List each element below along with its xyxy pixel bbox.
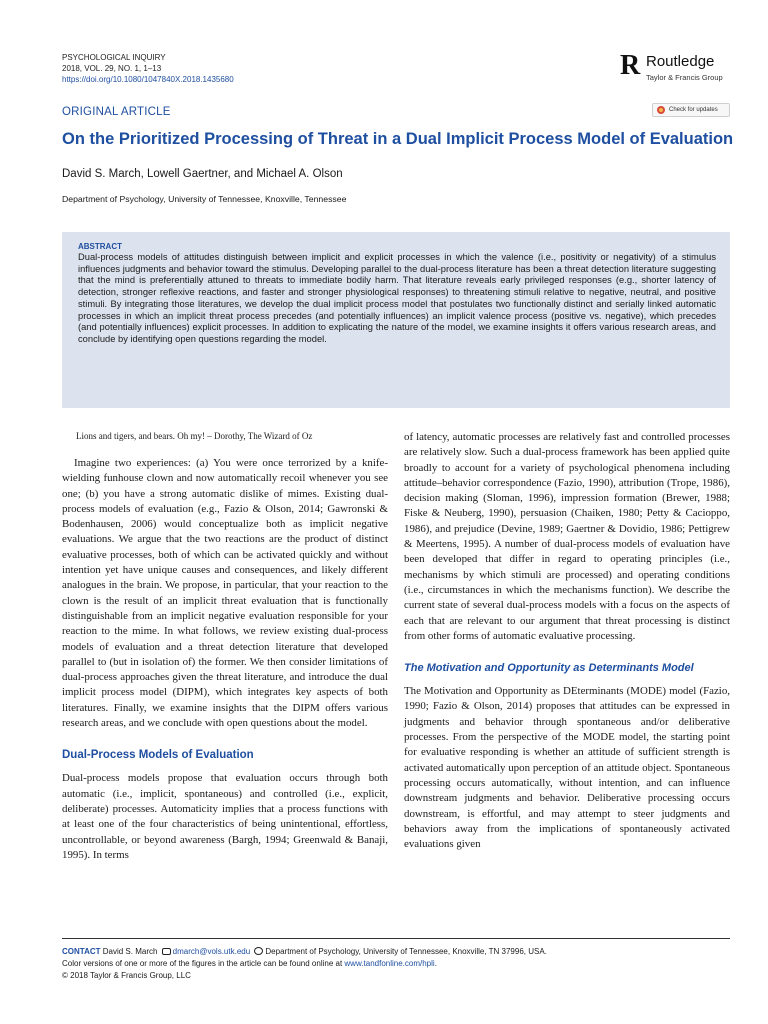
color-note	[62, 958, 730, 970]
footer-rule	[62, 938, 730, 939]
contact-name: David S. March	[102, 947, 158, 956]
abstract-box	[62, 232, 730, 408]
routledge-logo-icon	[620, 52, 640, 82]
color-note-text: Color versions of one or more of the figures in the article can be found online at	[62, 959, 343, 968]
crossmark-icon	[657, 106, 665, 114]
contact-label: CONTACT	[62, 947, 101, 956]
dual-process-paragraph: Dual-process models propose that evaluation occurs through both automatic (i.e., implicit, spontaneous) and controlled (i.e., explicit, deliberate) processes. Automaticity implies that a process functions with at least one of the four characteristics of being unintentional, effortless, uncontrollable, or beyond awareness (Bargh, 1994; Greenwald & Banaji, 1995). In terms	[62, 772, 388, 861]
contact-line	[62, 946, 730, 958]
affiliation: Department of Psychology, University of Tennessee, Knoxville, Tennessee	[62, 194, 347, 204]
publisher-logo	[620, 50, 730, 84]
journal-volume: 2018, VOL. 29, NO. 1, 1–13	[62, 64, 162, 73]
section-heading-dual-process: Dual-Process Models of Evaluation	[62, 749, 254, 762]
abstract-text: Dual-process models of attitudes distinguish between implicit and explicit processes in which the valence (i.e., positivity or negativity) of a stimulus influences judgments and behavior toward the stimulus. Developing parallel to the dual-process literature has been a threat detection literature suggesting that the mind is preferentially attuned to threats to immediate bodily harm. That literature reveals early privileged responses (e.g., shorter latency of detection, stronger reflexive reactions, and faster and stronger physiological responses) to threatening stimuli relative to negative, neutral, and positive stimuli. By integrating those literatures, we develop the dual implicit process model that postulates two functionally distinct and serially linked automatic processes in which an implicit threat process precedes (and potentially influences) an implicit valence process (positive vs. negative), which precedes (and potentially influences) explicit processes. In addition to explicating the nature of the model, we examine insights it offers various research areas, and conclude by identifying open questions regarding the model.	[78, 252, 716, 344]
continued-paragraph: of latency, automatic processes are relatively fast and controlled processes are relatively slow. Such a dual-process framework has been applied quite broadly to account for a variety of psychological phenomena including attitude–behavior correspondence (Fazio, 1990), attribution (Trope, 1986), decision making (Sloman, 1996), impression formation (Brewer, 1988; Fiske & Neuberg, 1990), persuasion (Chaiken, 1980; Petty & Cacioppo, 1986), and prejudice (Devine, 1989; Gaertner & Dovidio, 1986; Pettigrew & Meertens, 1995). A number of dual-process models of evaluation have been developed that differ in regard to operating principles (i.e., mechanisms by which stimuli are processed) and operating conditions (i.e., circumstances in which the mechanisms function). We describe the current state of several dual-process models with a focus on the aspects of each that are relevant to our argument that threat processing is distinct from other forms of automatic evaluative processing.	[404, 431, 730, 642]
section-heading-mode-model: The Motivation and Opportunity as Determinants Model	[404, 662, 694, 675]
tandf-link[interactable]: www.tandfonline.com/hpli	[344, 959, 435, 968]
left-column	[62, 430, 388, 863]
right-column	[404, 430, 730, 852]
abstract-label: ABSTRACT	[78, 242, 122, 251]
contact-address: Department of Psychology, University of Tennessee, Knoxville, TN 37996, USA.	[265, 947, 547, 956]
journal-name: PSYCHOLOGICAL INQUIRY	[62, 53, 166, 62]
color-note-suffix: .	[434, 959, 437, 968]
epigraph: Lions and tigers, and bears. Oh my! – Dorothy, The Wizard of Oz	[76, 431, 313, 441]
article-title: On the Prioritized Processing of Threat in a Dual Implicit Process Model of Evaluation	[62, 130, 734, 148]
logo-mark-letter: R	[620, 50, 641, 81]
authors: David S. March, Lowell Gaertner, and Michael A. Olson	[62, 168, 343, 180]
publisher-subtitle: Taylor & Francis Group	[646, 73, 723, 82]
intro-paragraph: Imagine two experiences: (a) You were once terrorized by a knife-wielding funhouse clown and now automatically recoil whenever you see one; (b) you have a strong automatic dislike of mimes. Existing dual-process models of evaluation (e.g., Fazio & Olson, 2014; Gawronski & Bodenhausen, 2006) would conceptualize both as implicit negative evaluations. We argue that the two reactions are the product of distinct evaluative processes, both of which can be activated quickly and without intention yet have unique causes and consequences, and likely different analogues in the brain. We propose, in particular, that your reaction to the clown is the result of an implicit threat evaluation that is functionally distinguishable from an implicit negative evaluation responsible for your reaction to the mime. In what follows, we review existing dual-process models of evaluation and a threat detection literature that developed parallel to (but in isolation of) the former. We then consider limitations of dual-process approaches given the threat literature, and introduce the dual implicit process model (DIPM), which integrates key aspects of both literatures. Finally, we examine insights that the DIPM offers various research areas, and we conclude with open questions about the model.	[62, 457, 388, 730]
article-type: ORIGINAL ARTICLE	[62, 106, 171, 118]
doi-link[interactable]: https://doi.org/10.1080/1047840X.2018.1435680	[62, 75, 234, 84]
journal-info	[62, 52, 234, 85]
footer	[62, 946, 730, 982]
publisher-name: Routledge	[646, 53, 715, 70]
mode-model-paragraph: The Motivation and Opportunity as DEterminants (MODE) model (Fazio, 1990; Fazio & Olson, 2014) proposes that attitudes can be expressed in judgments and behavior through spontaneous and/or deliberative processes. From the perspective of the MODE model, the starting point for evaluative responding is whether an attitude of sufficient strength is activated automatically upon perception of an attitude object. Spontaneous processing occurs automatically, without intention, and can influence downstream judgments and behavior. Deliberative processing occurs downstream, is effortful, and may attempt to steer judgments and behaviors away from the implications of spontaneously activated evaluations given	[404, 685, 730, 851]
check-for-updates-label: Check for updates	[669, 107, 718, 113]
copyright: © 2018 Taylor & Francis Group, LLC	[62, 971, 191, 980]
address-icon	[254, 947, 263, 955]
contact-email[interactable]: dmarch@vols.utk.edu	[172, 947, 251, 956]
check-for-updates-button[interactable]	[652, 103, 730, 117]
email-icon	[162, 948, 171, 955]
